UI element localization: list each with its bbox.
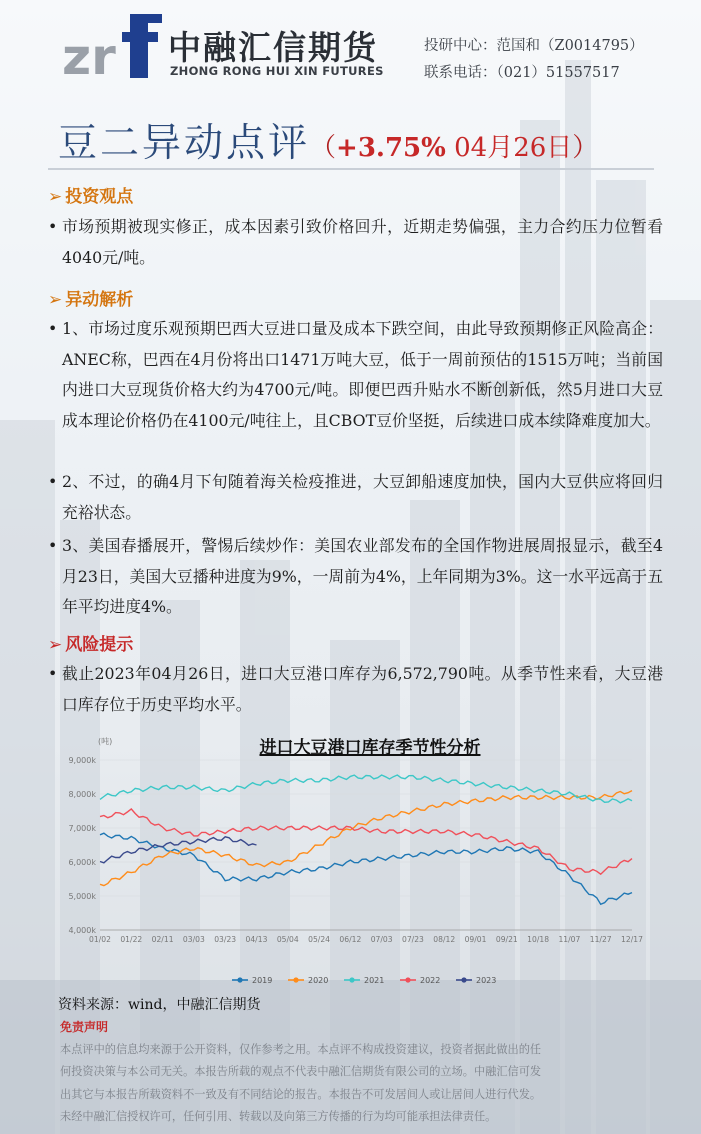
analysis-paragraph-3: • 3、美国春播展开，警惕后续炒作：美国农业部发布的全国作物进展周报显示，截至4月23日，美国大豆播种进度为9%，一周前为4%，上年同期为3%。这一水平远高于五年平均进度4%。 xyxy=(48,531,663,623)
x-tick-label: 07/03 xyxy=(370,935,393,944)
bullet-icon: • xyxy=(48,217,58,236)
x-tick-label: 05/24 xyxy=(308,935,331,944)
x-tick-label: 07/23 xyxy=(401,935,424,944)
series-line-2022 xyxy=(100,809,632,874)
legend-marker-2022 xyxy=(405,977,410,982)
y-tick-label: 5,000k xyxy=(68,892,96,901)
contact-info xyxy=(424,33,644,87)
x-tick-label: 09/21 xyxy=(495,935,518,944)
y-tick-label: 4,000k xyxy=(68,926,96,935)
chart-title: 进口大豆港口库存季节性分析 xyxy=(259,738,481,758)
x-tick-label: 01/22 xyxy=(120,935,143,944)
legend-label-2020: 2020 xyxy=(308,976,329,985)
phone-line: 联系电话：（021）51557517 xyxy=(424,65,620,81)
view-paragraph: • 市场预期被现实修正，成本因素引致价格回升，近期走势偏强，主力合约压力位暂看4040元/吨。 xyxy=(48,212,663,273)
title-paren-close: ） xyxy=(572,133,599,163)
disclaimer-line: 未经中融汇信授权许可，任何引用、转载以及向第三方传播的行为均可能承担法律责任。 xyxy=(60,1109,497,1123)
y-tick-label: 9,000k xyxy=(68,756,96,765)
bullet-icon: • xyxy=(48,664,58,683)
x-tick-label: 09/01 xyxy=(464,935,487,944)
svg-text:zr: zr xyxy=(62,28,116,80)
disclaimer-heading: 免责声明 xyxy=(60,1020,109,1034)
x-tick-label: 05/04 xyxy=(276,935,299,944)
arrow-icon: ➢ xyxy=(48,635,63,655)
arrow-icon: ➢ xyxy=(48,187,63,207)
title-divider xyxy=(48,168,654,170)
logo-company-name: 中融汇信期货 xyxy=(168,28,378,67)
legend-label-2019: 2019 xyxy=(252,976,273,985)
disclaimer-line: 何投资决策与本公司无关。本报告所载的观点不代表中融汇信期货有限公司的立场。中融汇信可发 xyxy=(60,1065,542,1079)
section-analysis-heading: ➢ 异动解析 xyxy=(48,290,134,310)
title-paren-open: （ xyxy=(310,133,337,163)
legend-label-2023: 2023 xyxy=(476,976,497,985)
legend-label-2022: 2022 xyxy=(420,976,441,985)
title-main: 豆二异动点评 xyxy=(58,121,311,166)
title-date: 04月26日 xyxy=(445,133,573,163)
x-tick-label: 10/18 xyxy=(527,935,550,944)
company-logo-icon xyxy=(62,14,162,80)
bullet-icon: • xyxy=(48,536,58,555)
series-line-2020 xyxy=(100,791,632,886)
arrow-icon: ➢ xyxy=(48,290,63,310)
logo-company-name-en: ZHONG RONG HUI XIN FUTURES xyxy=(170,64,384,78)
y-tick-label: 7,000k xyxy=(68,824,96,833)
risk-paragraph: • 截止2023年04月26日，进口大豆港口库存为6,572,790吨。从季节性来看，大豆港口库存位于历史平均水平。 xyxy=(48,659,663,720)
disclaimer-line: 本点评中的信息均来源于公开资料，仅作参考之用。本点评不构成投资建议，投资者据此做出的任 xyxy=(60,1043,542,1056)
legend-marker-2021 xyxy=(349,977,354,982)
legend-label-2021: 2021 xyxy=(364,976,385,985)
analyst-line: 投研中心：范国和（Z0014795） xyxy=(424,38,644,54)
x-tick-label: 03/03 xyxy=(182,935,205,944)
legend-marker-2020 xyxy=(293,977,298,982)
title-change-percent: +3.75% xyxy=(336,133,446,163)
section-view-heading: ➢ 投资观点 xyxy=(48,187,134,207)
bullet-icon: • xyxy=(48,319,58,338)
x-tick-label: 11/07 xyxy=(558,935,581,944)
x-tick-label: 01/02 xyxy=(89,935,111,944)
legend-marker-2023 xyxy=(461,977,466,982)
x-tick-label: 03/23 xyxy=(214,935,237,944)
section-risk-heading: ➢ 风险提示 xyxy=(48,635,134,655)
page-title xyxy=(58,112,598,168)
x-tick-label: 04/13 xyxy=(245,935,268,944)
legend-marker-2019 xyxy=(237,977,242,982)
data-source: 资料来源：wind，中融汇信期货 xyxy=(58,997,261,1013)
inventory-seasonal-chart xyxy=(0,730,701,990)
analysis-paragraph-1: • 1、市场过度乐观预期巴西大豆进口量及成本下跌空间，由此导致预期修正风险高企：ANEC称，巴西在4月份将出口1471万吨大豆，低于一周前预估的1515万吨；当前国内进口大豆现货价格大约为4700元/吨。即便巴西升贴水不断创新低，然5月进口大豆成本理论价格仍在4100元/吨往上，且CBOT豆价坚挺，后续进口成本续降难度加大。 xyxy=(48,314,663,436)
y-tick-label: 6,000k xyxy=(68,858,96,867)
bullet-icon: • xyxy=(48,472,58,491)
x-tick-label: 06/12 xyxy=(339,935,362,944)
disclaimer-body xyxy=(60,1039,660,1128)
x-tick-label: 11/27 xyxy=(589,935,612,944)
x-tick-label: 12/17 xyxy=(621,935,643,944)
y-tick-label: 8,000k xyxy=(68,790,96,799)
analysis-paragraph-2: • 2、不过，的确4月下旬随着海关检疫推进，大豆卸船速度加快，国内大豆供应将回归充裕状态。 xyxy=(48,467,663,528)
x-tick-label: 08/12 xyxy=(433,935,456,944)
disclaimer-line: 出其它与本报告所载资料不一致及有不同结论的报告。本报告不可发居间人或让居间人进行代发。 xyxy=(60,1087,542,1101)
x-tick-label: 02/11 xyxy=(151,935,174,944)
y-axis-unit-label: (吨) xyxy=(98,737,113,746)
